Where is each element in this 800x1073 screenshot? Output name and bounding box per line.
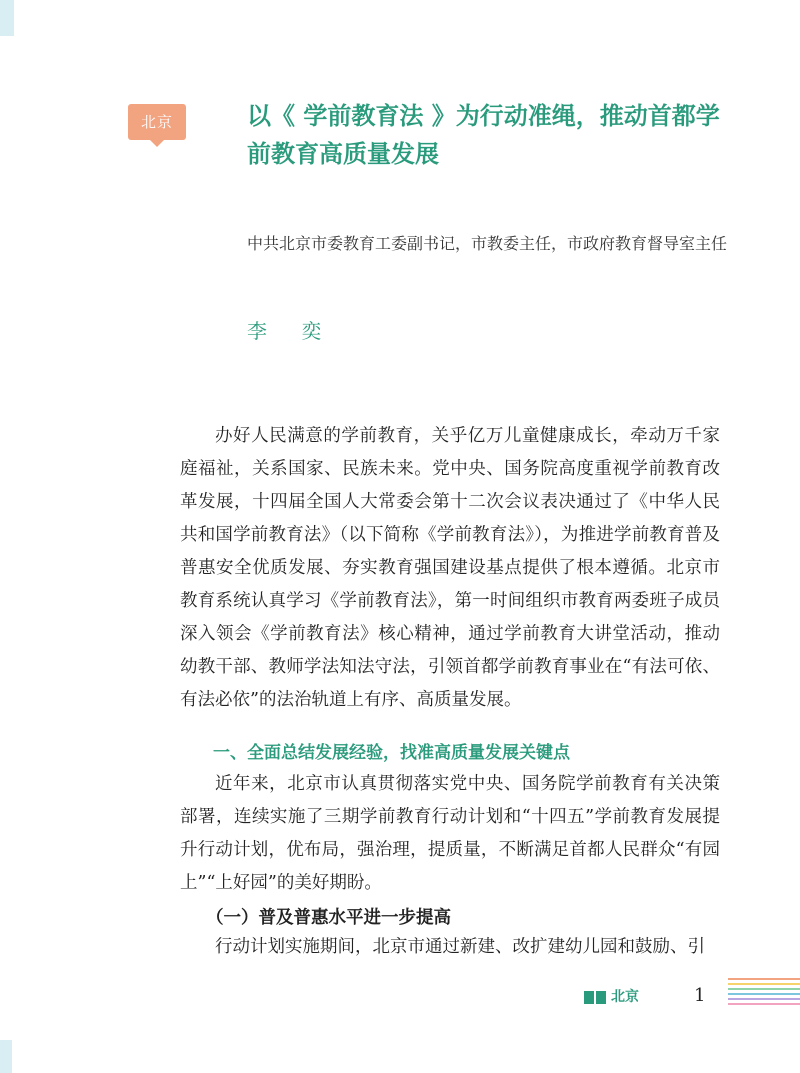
region-badge: 北京 [128, 104, 186, 140]
author-role: 中共北京市委教育工委副书记，市教委主任，市政府教育督导室主任 [247, 234, 728, 253]
color-stripe [728, 1003, 800, 1005]
color-stripe [728, 983, 800, 985]
corner-tab-decoration [0, 1040, 12, 1073]
color-stripe [728, 998, 800, 1000]
footer-label: 北京 [611, 989, 639, 1005]
book-icon [584, 991, 606, 1004]
author-name: 李 奕 [247, 319, 336, 343]
color-stripes-decoration [728, 978, 800, 1010]
section-paragraph: 近年来，北京市认真贯彻落实党中央、国务院学前教育有关决策部署，连续实施了三期学前教育行动计划和“十四五”学前教育发展提升行动计划，优布局，强治理，提质量，不断满足首都人民群众“有园上”“上好园”的美好期盼。 [180, 774, 720, 893]
color-stripe [728, 978, 800, 980]
section-heading: 一、全面总结发展经验，找准高质量发展关键点 [213, 743, 570, 763]
corner-tab-decoration [0, 0, 14, 36]
intro-paragraph: 办好人民满意的学前教育，关乎亿万儿童健康成长，牵动万千家庭福祉，关系国家、民族未来。党中央、国务院高度重视学前教育改革发展，十四届全国人大常委会第十二次会议表决通过了《中华人民共和国学前教育法》（以下简称《学前教育法》），为推进学前教育普及普惠安全优质发展、夯实教育强国建设基点提供了根本遵循。北京市教育系统认真学习《学前教育法》，第一时间组织市教育两委班子成员深入领会《学前教育法》核心精神，通过学前教育大讲堂活动，推动幼教干部、教师学法知法守法，引领首都学前教育事业在“有法可依、有法必依”的法治轨道上有序、高质量发展。 [180, 426, 720, 710]
page-number: 1 [694, 985, 706, 1006]
article-title: 以《 学前教育法 》为行动准绳，推动首都学前教育高质量发展 [247, 102, 720, 168]
sub-heading: （一）普及普惠水平进一步提高 [206, 908, 451, 928]
color-stripe [728, 988, 800, 990]
color-stripe [728, 993, 800, 995]
sub-paragraph: 行动计划实施期间，北京市通过新建、改扩建幼儿园和鼓励、引 [215, 937, 705, 957]
